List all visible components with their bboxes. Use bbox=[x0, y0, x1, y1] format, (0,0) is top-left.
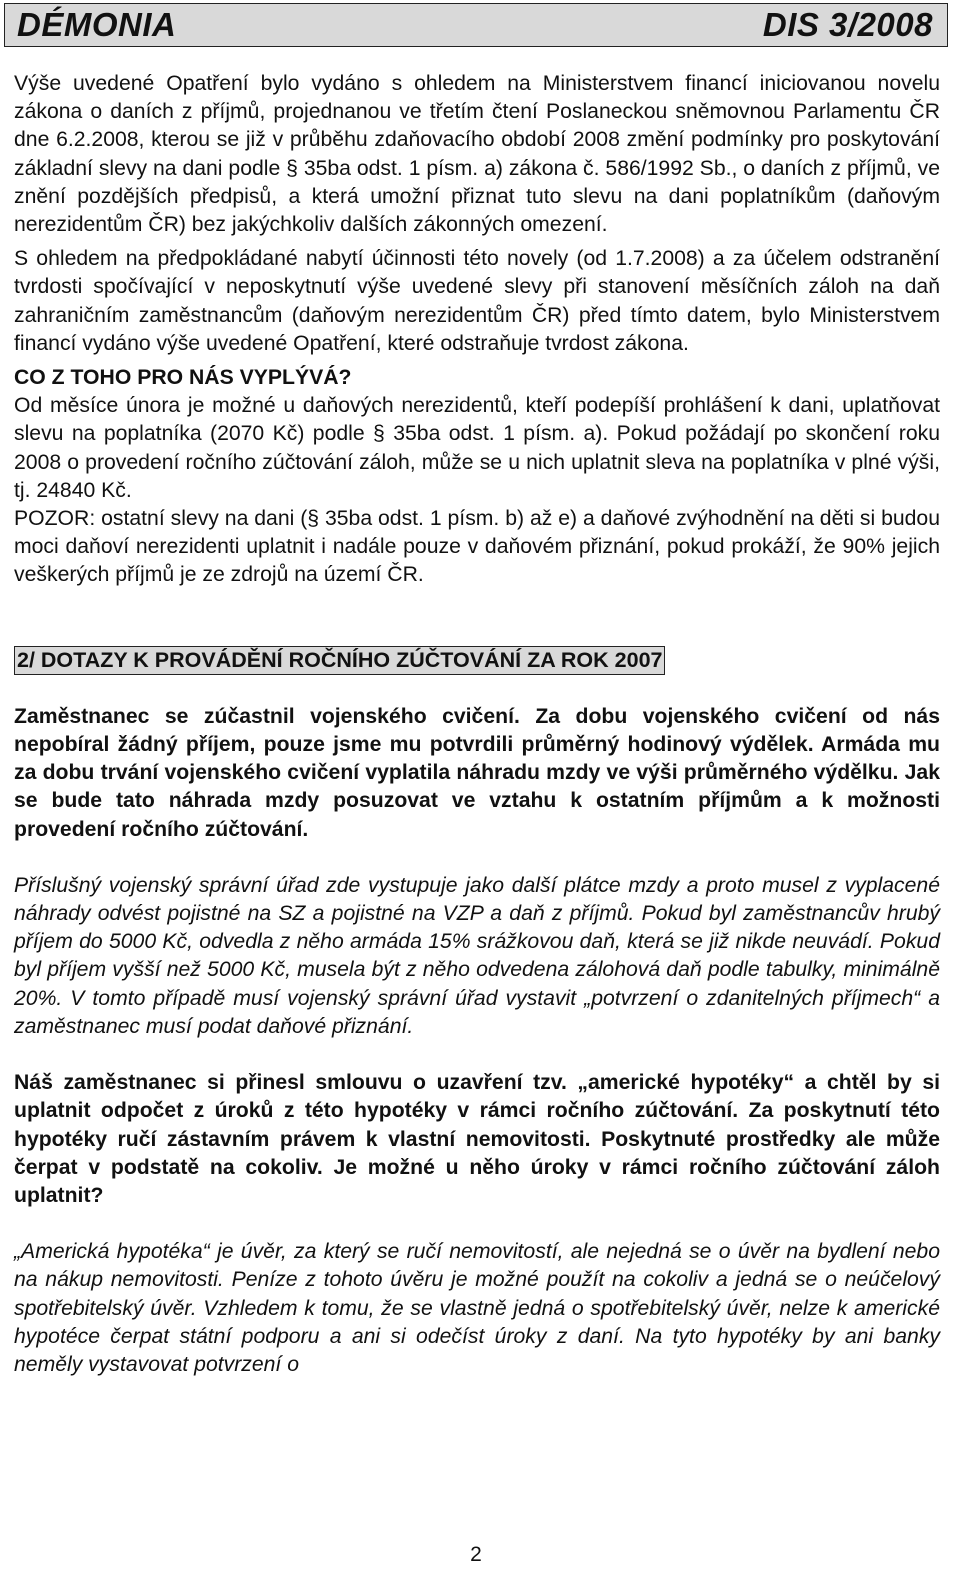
question-1: Zaměstnanec se zúčastnil vojenského cvičení. Za dobu vojenského cvičení od nás nepobíral žádný příjem, pouze jsme mu potvrdili průměrný hodinový výdělek. Armáda mu za dobu trvání vojenského cvičení vyplatila náhradu mzdy ve výši průměrného výdělku. Jak se bude tato náhrada mzdy posuzovat ve vztahu k ostatním příjmům a k možnosti provedení ročního zúčtování. bbox=[14, 704, 940, 841]
question-2: Náš zaměstnanec si přinesl smlouvu o uzavření tzv. „americké hypotéky“ a chtěl by si uplatnit odpočet z úroků z této hypotéky v rámci ročního zúčtování. Za poskytnutí této hypotéky ručí zástavním právem k vlastní nemovitosti. Poskytnuté prostředky ale může čerpat v podstatě na cokoliv. Je možné u něho úroky v rámci ročního zúčtování záloh uplatnit? bbox=[14, 1071, 940, 1207]
section-2-heading-wrap bbox=[14, 646, 940, 675]
conclusion-heading: CO Z TOHO PRO NÁS VYPLÝVÁ? bbox=[14, 366, 352, 390]
answer-1: Příslušný vojenský správní úřad zde vystupuje jako další plátce mzdy a proto musel z vyplacené náhrady odvést pojistné na SZ a pojistné na VZP a daň z příjmů. Pokud byl zaměstnancův hrubý příjem do 5000 Kč, odvedla z něho armáda 15% srážkovou daň, která se již nikde neuvádí. Pokud byl příjem vyšší než 5000 Kč, musela být z něho odvedena zálohová daň podle tabulky, minimálně 20%. V tomto případě musí vojenský správní úřad vystavit „potvrzení o zdanitelných příjmech“ a zaměstnanec musí podat daňové přiznání. bbox=[14, 873, 940, 1038]
document-body bbox=[14, 70, 940, 1379]
intro-paragraph-2: S ohledem na předpokládané nabytí účinnosti této novely (od 1.7.2008) a za účelem odstranění tvrdosti spočívající v neposkytnutí výše uvedené slevy při stanovení měsíčních záloh na daň zahraničním zaměstnancům (daňovým nerezidentům ČR) před tímto datem, bylo Ministerstvem financí vydáno výše uvedené Opatření, které odstraňuje tvrdost zákona. bbox=[14, 247, 940, 355]
answer-2: „Americká hypotéka“ je úvěr, za který se ručí nemovitostí, ale nejedná se o úvěr na bydlení nebo na nákup nemovitosti. Peníze z tohoto úvěru je možné použít na cokoliv a jedná se o neúčelový spotřebitelský úvěr. Vzhledem k tomu, že se vlastně jedná o spotřebitelský úvěr, nelze k americké hypotéce čerpat státní podporu a ani si odečíst úroky z daní. Na tyto hypotéky by ani banky neměly vystavovat potvrzení o bbox=[14, 1240, 940, 1376]
header-issue: DIS 3/2008 bbox=[762, 6, 933, 43]
intro-paragraph-1: Výše uvedené Opatření bylo vydáno s ohledem na Ministerstvem financí iniciovanou novelu zákona o daních z příjmů, projednanou ve třetím čtení Poslaneckou sněmovnou Parlamentu ČR dne 6.2.2008, kterou se již v průběhu zdaňovacího období 2008 změní podmínky pro poskytování základní slevy na dani podle § 35ba odst. 1 písm. a) zákona č. 586/1992 Sb., o daních z příjmů, ve znění pozdějších předpisů, a která umožní přiznat tuto slevu na dani poplatníkům (daňovým nerezidentům ČR) bez jakýchkoliv dalších zákonných omezení. bbox=[14, 72, 940, 237]
page-number: 2 bbox=[470, 1543, 482, 1566]
conclusion-paragraph-2: POZOR: ostatní slevy na dani (§ 35ba odst. 1 písm. b) až e) a daňové zvýhodnění na děti si budou moci daňoví nerezidenti uplatnit i nadále pouze v daňovém přiznání, pokud prokáží, že 90% jejich veškerých příjmů je ze zdrojů na území ČR. bbox=[14, 507, 940, 587]
conclusion-paragraph-1: Od měsíce února je možné u daňových nerezidentů, kteří podepíší prohlášení k dani, uplatňovat slevu na poplatníka (2070 Kč) podle § 35ba odst. 1 písm. a). Pokud požádají po skončení roku 2008 o provedení ročního zúčtování záloh, může se u nich uplatnit sleva na poplatníka v plné výši, tj. 24840 Kč. bbox=[14, 394, 940, 502]
header-title: DÉMONIA bbox=[17, 6, 177, 43]
document-header bbox=[4, 3, 948, 47]
section-2-title: 2/ DOTAZY K PROVÁDĚNÍ ROČNÍHO ZÚČTOVÁNÍ ZA ROK 2007 bbox=[14, 646, 665, 675]
